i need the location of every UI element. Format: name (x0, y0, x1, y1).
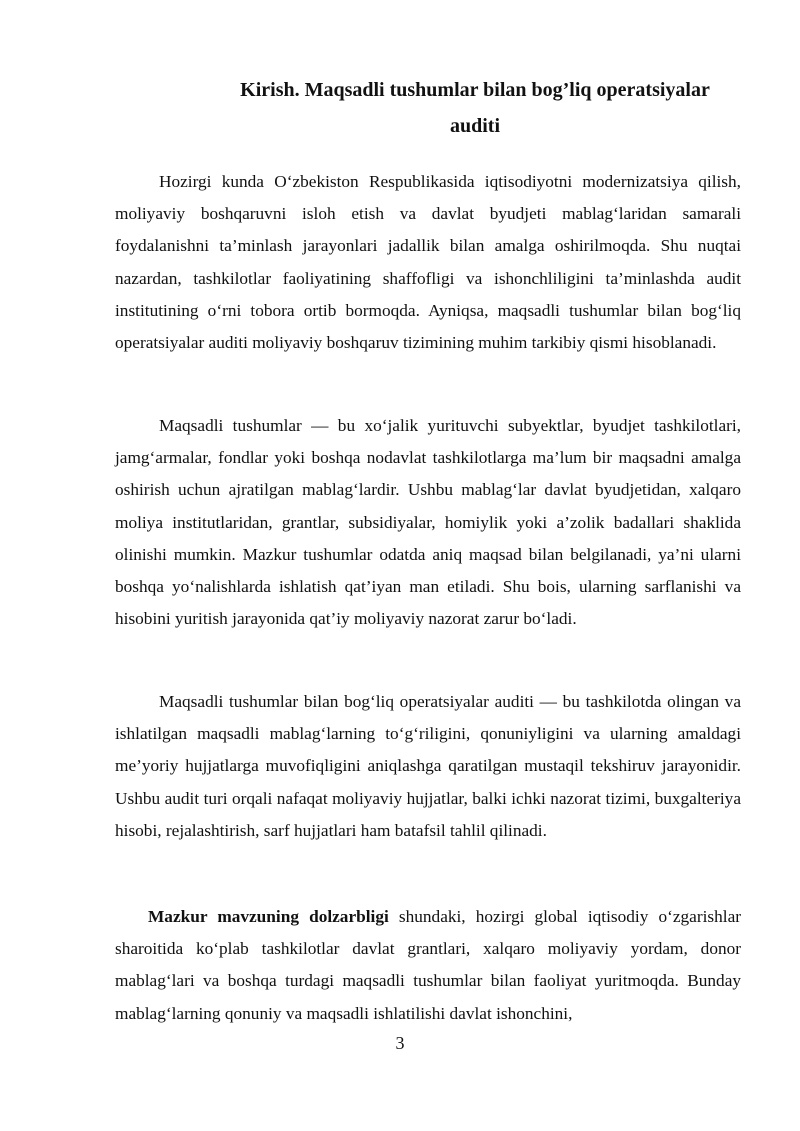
paragraph-audit-definition: Maqsadli tushumlar bilan bog‘liq operatsiyalar auditi — bu tashkilotda olingan va ishlatilgan maqsadli mablag‘larning to‘g‘riligini, qonuniyligini va ularning amaldagi me’yoriy hujjatlarga muvofiqligini aniqlashga qaratilgan mustaqil tekshiruv jarayonidir. Ushbu audit turi orqali nafaqat moliyaviy hujjatlar, balki ichki nazorat tizimi, buxgalteriya hisobi, rejalashtirish, sarf hujjatlari ham batafsil tahlil qilinadi. (115, 692, 741, 840)
page-number: 3 (395, 1033, 405, 1053)
title-line-1: Kirish. Maqsadli tushumlar bilan bog’liq operatsiyalar (240, 79, 710, 101)
paragraph-definition: Maqsadli tushumlar — bu xo‘jalik yurituvchi subyektlar, byudjet tashkilotlari, jamg‘armalar, fondlar yoki boshqa nodavlat tashkilotlarga ma’lum bir maqsadni amalga oshirish uchun ajratilgan mablag‘lardir. Ushbu mablag‘lar davlat byudjetidan, xalqaro moliya institutlaridan, grantlar, subsidiyalar, homiylik yoki a’zolik badallari shaklida olinishi mumkin. Mazkur tushumlar odatda aniq maqsad bilan belgilanadi, ya’ni ularni boshqa yo‘nalishlarda ishlatish qat’iyan man etiladi. Shu bois, ularning sarflanishi va hisobini yuritish jarayonida qat’iy moliyaviy nazorat zarur bo‘ladi. (115, 416, 741, 629)
paragraph-intro: Hozirgi kunda O‘zbekiston Respublikasida iqtisodiyotni modernizatsiya qilish, moliyaviy boshqaruvni isloh etish va davlat byudjeti mablag‘laridan samarali foydalanishni ta’minlash jarayonlari jadallik bilan amalga oshirilmoqda. Shu nuqtai nazardan, tashkilotlar faoliyatining shaffofligi va ishonchliligini ta’minlashda audit institutining o‘rni tobora ortib bormoqda. Ayniqsa, maqsadli tushumlar bilan bog‘liq operatsiyalar auditi moliyaviy boshqaruv tizimining muhim tarkibiy qismi hisoblanadi. (115, 172, 741, 353)
paragraph-relevance (115, 901, 741, 1030)
relevance-text: shundaki, hozirgi global iqtisodiy o‘zgarishlar sharoitida ko‘plab tashkilotlar davlat grantlari, xalqaro moliyaviy yordam, donor mablag‘lari va boshqa turdagi maqsadli tushumlar bilan faoliyat yuritmoqda. Bunday mablag‘larning qonuniy va maqsadli ishlatilishi davlat ishonchini, (115, 907, 742, 1023)
title-line-2: auditi (449, 115, 501, 137)
relevance-heading: Mazkur mavzuning dolzarbligi (148, 907, 389, 926)
section-title (195, 72, 755, 144)
